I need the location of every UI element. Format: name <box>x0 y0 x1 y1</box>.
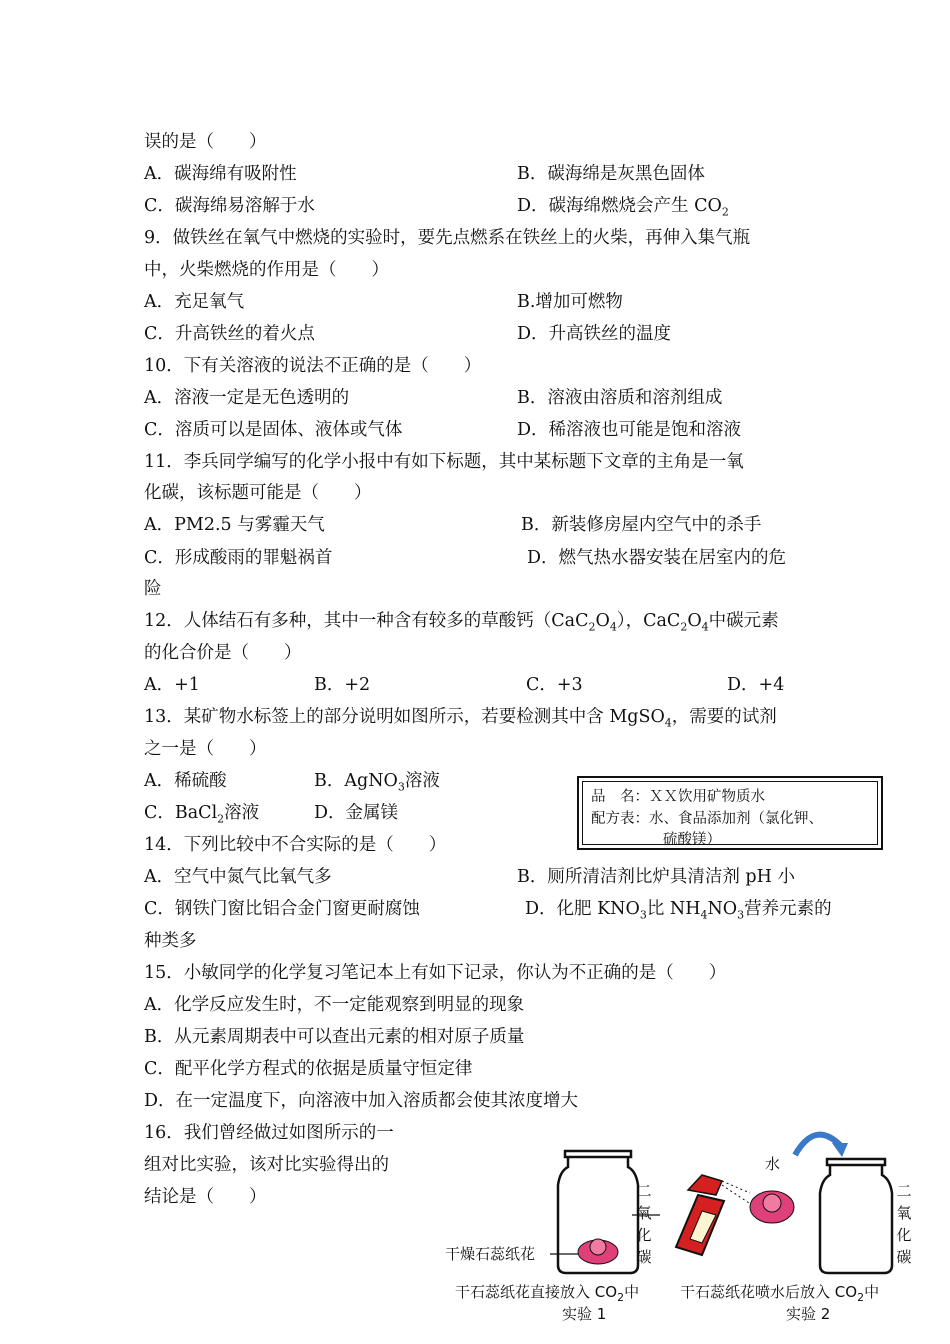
q15-stem: 15．小敏同学的化学复习笔记本上有如下记录，你认为不正确的是（ ） <box>144 963 727 983</box>
q8-continuation: 误的是（ ） <box>144 132 267 152</box>
water-label: 水 <box>765 1155 781 1173</box>
q12-option-b: B．+2 <box>314 675 371 695</box>
co2-label-2: 二氧化碳 <box>896 1182 912 1266</box>
experiment-figure <box>440 1115 920 1304</box>
q13-option-a: A．稀硫酸 <box>144 771 227 791</box>
q9-option-b: B.增加可燃物 <box>517 292 623 312</box>
co2-label-1: 二氧化碳 <box>636 1182 652 1266</box>
gas-jar-2 <box>820 1159 892 1273</box>
experiment-1-caption: 干石蕊纸花直接放入 $CO_2$中 <box>455 1283 640 1304</box>
q9-stem-2: 中，火柴燃烧的作用是（ ） <box>144 260 389 280</box>
q12-stem-1: 12．人体结石有多种，其中一种含有较多的草酸钙$(CaC_2O_4)$，$CaC_2O_4$中碳元素 <box>144 611 779 634</box>
q11-stem-1: 11．李兵同学编写的化学小报中有如下标题，其中某标题下文章的主角是一氧 <box>144 452 744 472</box>
q11-option-d-cont: 险 <box>144 579 162 599</box>
q10-option-d: D．稀溶液也可能是饱和溶液 <box>517 420 742 440</box>
experiment-1-title: 实验 1 <box>562 1305 607 1323</box>
sprayed-flower-icon <box>750 1191 794 1223</box>
q14-stem: 14．下列比较中不合实际的是（ ） <box>144 835 447 855</box>
q13-stem-2: 之一是（ ） <box>144 739 267 759</box>
q12-stem-2: 的化合价是（ ） <box>144 643 302 663</box>
q10-stem: 10．下有关溶液的说法不正确的是（ ） <box>144 356 482 376</box>
q14-option-d: D．化肥 $KNO_3$比 $NH_4NO_3$营养元素的 <box>525 899 832 922</box>
q11-option-a: A．PM2.5 与雾霾天气 <box>144 515 325 535</box>
q8-option-d: D．碳海绵燃烧会产生 $CO_2$ <box>517 196 729 219</box>
q16-stem-2: 组对比实验，该对比实验得出的 <box>144 1155 389 1175</box>
q12-option-d: D．+4 <box>727 675 785 695</box>
q14-option-b: B．厕所清洁剂比炉具清洁剂 pH 小 <box>517 867 795 887</box>
q9-option-a: A．充足氧气 <box>144 292 245 312</box>
q15-option-a: A．化学反应发生时，不一定能观察到明显的现象 <box>144 995 525 1015</box>
arrow-head-icon <box>832 1143 848 1157</box>
q12-option-c: C．+3 <box>526 675 583 695</box>
q10-option-c: C．溶质可以是固体、液体或气体 <box>144 420 403 440</box>
q11-stem-2: 化碳，该标题可能是（ ） <box>144 483 372 503</box>
spray-bottle-icon <box>676 1175 752 1255</box>
q11-option-b: B．新装修房屋内空气中的杀手 <box>521 515 762 535</box>
q10-option-b: B．溶液由溶质和溶剂组成 <box>517 388 723 408</box>
q13-option-c: C．BaCl$_2$溶液 <box>144 803 260 826</box>
q16-stem-3: 结论是（ ） <box>144 1187 267 1207</box>
q13-stem-1: 13．某矿物水标签上的部分说明如图所示，若要检测其中含 MgSO$_4$，需要的试剂 <box>144 707 777 730</box>
label-name-line: 品 名：ＸＸ饮用矿物质水 <box>591 789 765 805</box>
q8-option-c: C．碳海绵易溶解于水 <box>144 196 315 216</box>
q10-option-a: A．溶液一定是无色透明的 <box>144 388 350 408</box>
label-formula-line-2: 硫酸镁） <box>663 832 721 848</box>
q11-option-d: D．燃气热水器安装在居室内的危 <box>527 548 787 568</box>
experiment-2-caption: 干石蕊纸花喷水后放入 $CO_2$中 <box>680 1283 880 1304</box>
q14-option-c: C．钢铁门窗比铝合金门窗更耐腐蚀 <box>144 899 420 919</box>
dry-flower-label: 干燥石蕊纸花 <box>445 1245 536 1263</box>
q9-option-c: C．升高铁丝的着火点 <box>144 324 315 344</box>
q16-stem-1: 16．我们曾经做过如图所示的一 <box>144 1123 394 1143</box>
experiment-2-title: 实验 2 <box>786 1305 831 1323</box>
q9-stem-1: 9．做铁丝在氧气中燃烧的实验时，要先点燃系在铁丝上的火柴，再伸入集气瓶 <box>144 228 751 248</box>
q8-option-b: B．碳海绵是灰黑色固体 <box>517 164 705 184</box>
q12-option-a: A．+1 <box>144 675 200 695</box>
q14-option-d-cont: 种类多 <box>144 931 197 951</box>
q14-option-a: A．空气中氮气比氧气多 <box>144 867 332 887</box>
label-formula-line: 配方表：水、食品添加剂（氯化钾、 <box>591 811 823 827</box>
arrow-icon <box>795 1135 840 1155</box>
mineral-water-label <box>577 776 883 850</box>
q13-option-d: D．金属镁 <box>314 803 399 823</box>
q9-option-d: D．升高铁丝的温度 <box>517 324 672 344</box>
q11-option-c: C．形成酸雨的罪魁祸首 <box>144 548 333 568</box>
q8-option-a: A．碳海绵有吸附性 <box>144 164 297 184</box>
q15-option-b: B．从元素周期表中可以查出元素的相对原子质量 <box>144 1027 525 1047</box>
q13-option-b: B．AgNO$_3$溶液 <box>314 771 440 794</box>
q15-option-c: C．配平化学方程式的依据是质量守恒定律 <box>144 1059 473 1079</box>
q15-option-d: D．在一定温度下，向溶液中加入溶质都会使其浓度增大 <box>144 1091 579 1111</box>
